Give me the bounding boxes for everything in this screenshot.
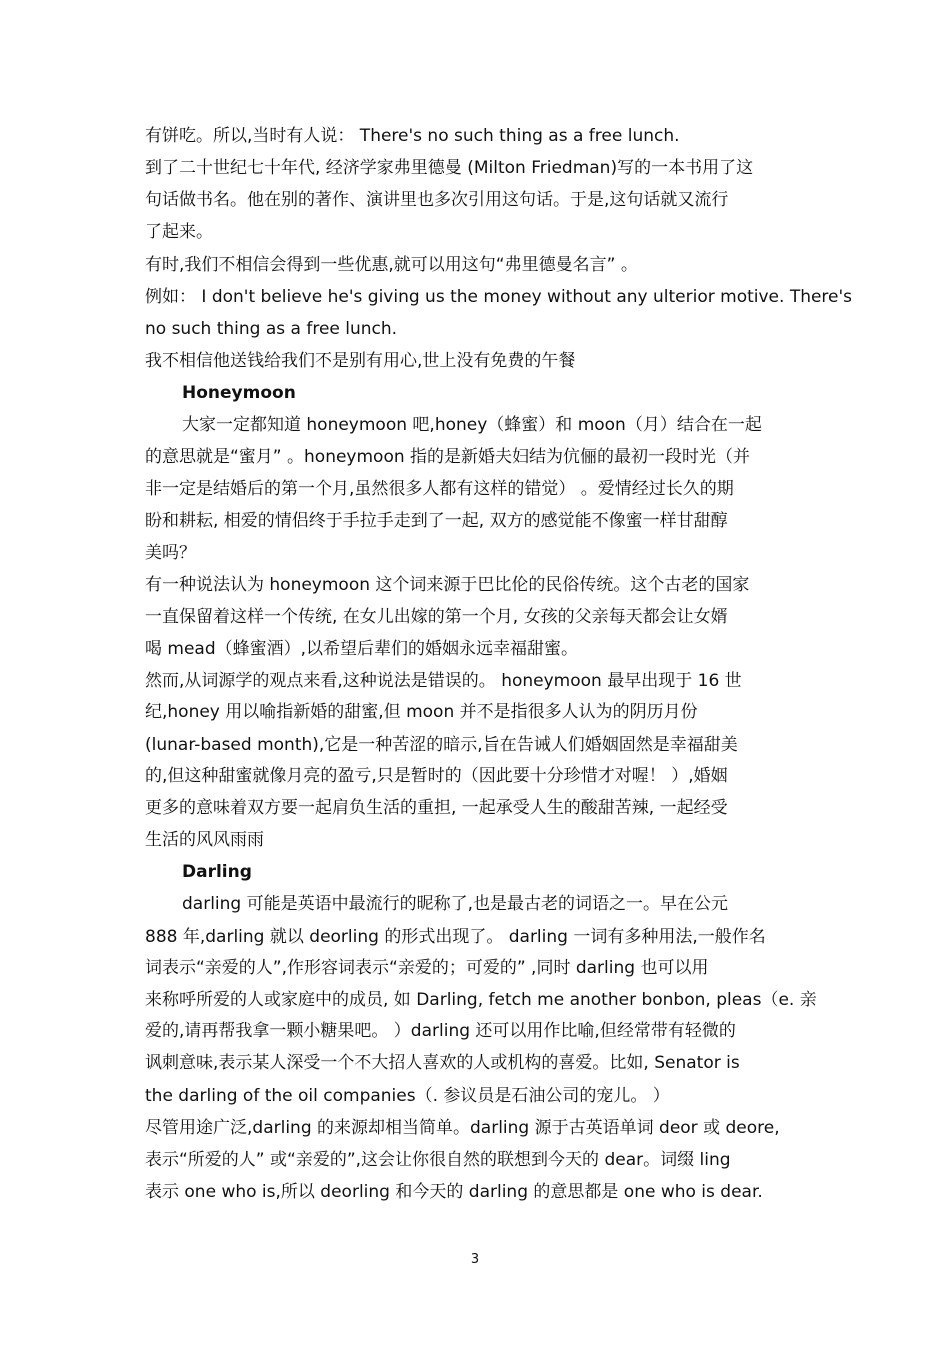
text-line: 有时,我们不相信会得到一些优惠,就可以用这句“弗里德曼名言” 。 [145,255,638,275]
text-line: 表示 one who is,所以 deorling 和今天的 darling 的意思都是 one who is dear. [145,1182,763,1202]
text-line: 更多的意味着双方要一起肩负生活的重担, 一起承受人生的酸甜苦辣, 一起经受 [145,798,728,818]
text-line: 我不相信他送钱给我们不是别有用心,世上没有免费的午餐 [145,351,576,371]
text-line: 非一定是结婚后的第一个月,虽然很多人都有这样的错觉） 。爱情经过长久的期 [145,479,734,499]
text-line: 纪,honey 用以喻指新婚的甜蜜,但 moon 并不是指很多人认为的阴历月份 [145,702,698,722]
text-line: 词表示“亲爱的人”,作形容词表示“亲爱的；可爱的” ,同时 darling 也可以用 [145,958,709,978]
page-number: 3 [470,1252,480,1267]
text-line: 有饼吃。所以,当时有人说： There's no such thing as a free lunch. [145,126,680,146]
text-line: 生活的风风雨雨 [145,830,264,850]
section-heading-honeymoon: Honeymoon [182,383,296,403]
text-line: 来称呼所爱的人或家庭中的成员, 如 Darling, fetch me another bonbon, pleas（e. 亲 [145,990,817,1010]
text-line: 美吗？ [145,543,196,563]
text-line: 尽管用途广泛,darling 的来源却相当简单。darling 源于古英语单词 deor 或 deore, [145,1118,780,1138]
section-heading-darling: Darling [182,862,252,882]
text-line: 有一种说法认为 honeymoon 这个词来源于巴比伦的民俗传统。这个古老的国家 [145,575,750,595]
text-line: 了起来。 [145,222,213,242]
text-line: (lunar-based month),它是一种苦涩的暗示,旨在告诫人们婚姻固然是幸福甜美 [145,735,738,755]
text-line: 888 年,darling 就以 deorling 的形式出现了。 darling 一词有多种用法,一般作名 [145,927,766,947]
text-line: 爱的,请再帮我拿一颗小糖果吧。 ）darling 还可以用作比喻,但经常带有轻微的 [145,1021,736,1041]
text-line: 句话做书名。他在别的著作、演讲里也多次引用这句话。于是,这句话就又流行 [145,190,729,210]
text-line: 盼和耕耘, 相爱的情侣终于手拉手走到了一起, 双方的感觉能不像蜜一样甘甜醇 [145,511,728,531]
text-line: 然而,从词源学的观点来看,这种说法是错误的。 honeymoon 最早出现于 16 世 [145,671,742,691]
text-line: 喝 mead（蜂蜜酒）,以希望后辈们的婚姻永远幸福甜蜜。 [145,639,579,659]
text-line: no such thing as a free lunch. [145,319,398,339]
text-line: darling 可能是英语中最流行的昵称了,也是最古老的词语之一。早在公元 [182,894,729,914]
text-line: 表示“所爱的人” 或“亲爱的”,这会让你很自然的联想到今天的 dear。词缀 ling [145,1150,731,1170]
text-line: 讽刺意味,表示某人深受一个不大招人喜欢的人或机构的喜爱。比如, Senator is [145,1053,740,1073]
text-line: 一直保留着这样一个传统, 在女儿出嫁的第一个月, 女孩的父亲每天都会让女婿 [145,607,728,627]
text-line: 的意思就是“蜜月” 。honeymoon 指的是新婚夫妇结为伉俪的最初一段时光（并 [145,447,751,467]
text-line: 的,但这种甜蜜就像月亮的盈亏,只是暂时的（因此要十分珍惜才对喔！ ）,婚姻 [145,766,728,786]
text-line: 例如： I don't believe he's giving us the money without any ulterior motive. There's [145,287,853,307]
text-line: 到了二十世纪七十年代, 经济学家弗里德曼 (Milton Friedman)写的一本书用了这 [145,158,754,178]
text-line: the darling of the oil companies（. 参议员是石油公司的宠儿。 ） [145,1086,670,1106]
text-line: 大家一定都知道 honeymoon 吧,honey（蜂蜜）和 moon（月）结合在一起 [182,415,762,435]
